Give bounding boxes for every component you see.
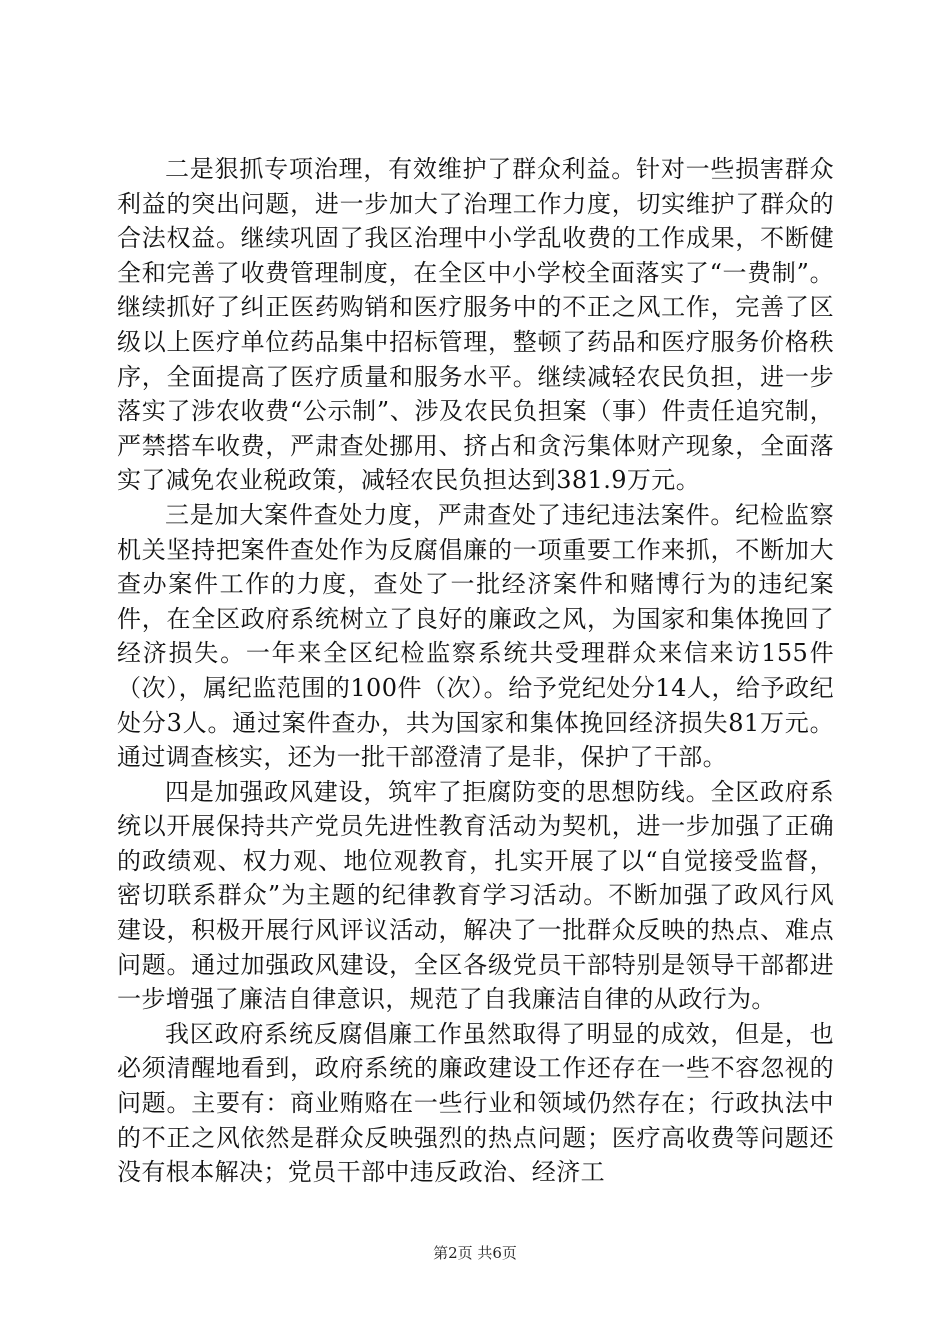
paragraph-case-investigation: 三是加大案件查处力度，严肃查处了违纪违法案件。纪检监察机关坚持把案件查处作为反腐倡廉的一项重要工作来抓，不断加大查办案件工作的力度，查处了一批经济案件和赌博行为的违纪案件，在全区政府系统树立了良好的廉政之风，为国家和集体挽回了经济损失。一年来全区纪检监察系统共受理群众来信来访155件（次），属纪监范围的100件（次）。给予党纪处分14人，给予政纪处分3人。通过案件查办，共为国家和集体挽回经济损失81万元。通过调查核实，还为一批干部澄清了是非，保护了干部。 [117, 500, 834, 772]
paragraph-existing-problems: 我区政府系统反腐倡廉工作虽然取得了明显的成效，但是，也必须清醒地看到，政府系统的廉政建设工作还存在一些不容忽视的问题。主要有：商业贿赂在一些行业和领域仍然存在；行政执法中的不正之风依然是群众反映强烈的热点问题；医疗高收费等问题还没有根本解决；党员干部中违反政治、经济工 [117, 1019, 834, 1187]
paragraph-special-governance: 二是狠抓专项治理，有效维护了群众利益。针对一些损害群众利益的突出问题，进一步加大了治理工作力度，切实维护了群众的合法权益。继续巩固了我区治理中小学乱收费的工作成果，不断健全和完善了收费管理制度，在全区中小学校全面落实了“一费制”。继续抓好了纠正医药购销和医疗服务中的不正之风工作，完善了区级以上医疗单位药品集中招标管理，整顿了药品和医疗服务价格秩序，全面提高了医疗质量和服务水平。继续减轻农民负担，进一步落实了涉农收费“公示制”、涉及农民负担案（事）件责任追究制，严禁搭车收费，严肃查处挪用、挤占和贪污集体财产现象，全面落实了减免农业税政策，减轻农民负担达到381.9万元。 [117, 155, 834, 495]
document-body [117, 152, 834, 1190]
paragraph-government-style: 四是加强政风建设，筑牢了拒腐防变的思想防线。全区政府系统以开展保持共产党员先进性教育活动为契机，进一步加强了正确的政绩观、权力观、地位观教育，扎实开展了以“自觉接受监督，密切联系群众”为主题的纪律教育学习活动。不断加强了政风行风建设，积极开展行风评议活动，解决了一批群众反映的热点、难点问题。通过加强政风建设，全区各级党员干部特别是领导干部都进一步增强了廉洁自律意识，规范了自我廉洁自律的从政行为。 [117, 777, 834, 1014]
page-footer: 第2页 共6页 [433, 1244, 517, 1262]
